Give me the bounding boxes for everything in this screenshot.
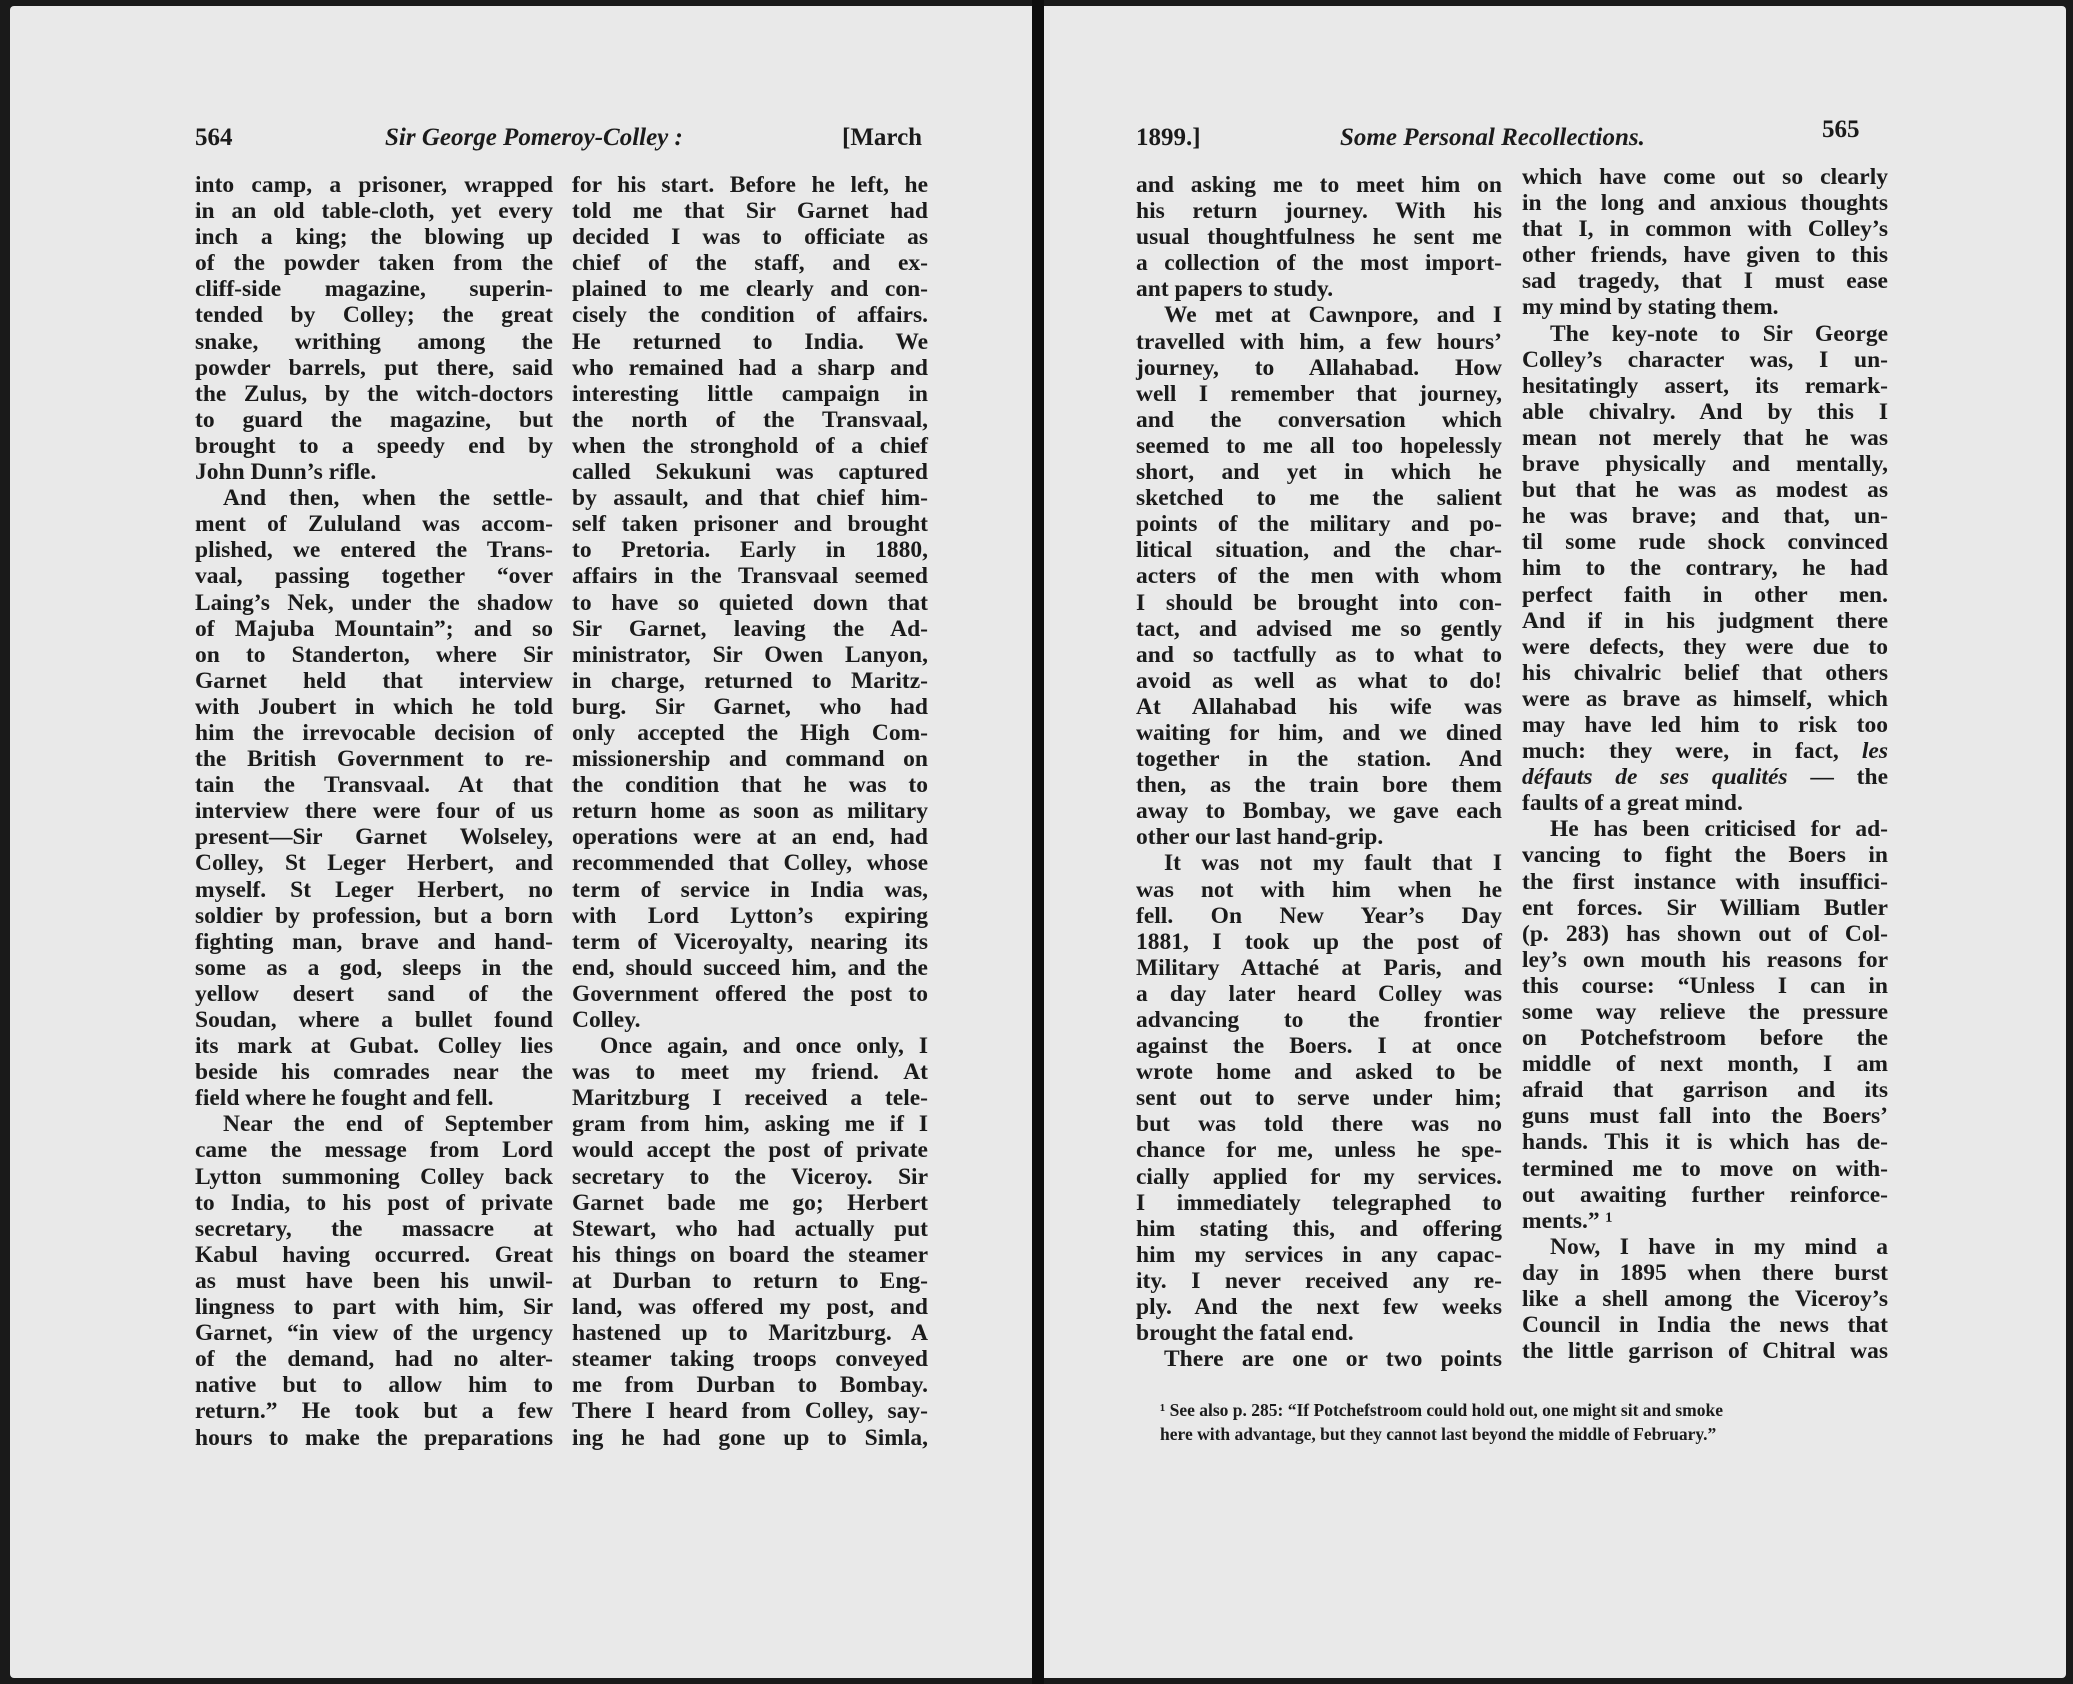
text-line: some as a god, sleeps in the bbox=[195, 954, 553, 981]
text-line: that I, in common with Colley’s bbox=[1522, 216, 1888, 243]
text-line: Maritzburg I received a tele- bbox=[572, 1085, 928, 1112]
text-line: to Pretoria. Early in 1880, bbox=[572, 537, 928, 564]
text-line: tact, and advised me so gently bbox=[1136, 615, 1502, 642]
left-column-2 bbox=[572, 172, 928, 1451]
text-line: chief of the staff, and ex- bbox=[572, 250, 928, 277]
text-line: Garnet, “in view of the urgency bbox=[195, 1320, 553, 1347]
text-line: faults of a great mind. bbox=[1522, 790, 1743, 817]
text-line: the north of the Transvaal, bbox=[572, 406, 928, 433]
text-line: chance for me, unless he spe- bbox=[1136, 1137, 1502, 1164]
text-line: called Sekukuni was captured bbox=[572, 459, 928, 486]
text-line: and asking me to meet him on bbox=[1136, 172, 1502, 198]
text-line: the Zulus, by the witch-doctors bbox=[195, 380, 553, 407]
text-line: much: they were, in fact, les bbox=[1522, 738, 1888, 765]
right-page bbox=[1044, 6, 2066, 1678]
text-line: vancing to fight the Boers in bbox=[1522, 842, 1888, 869]
text-line: him my services in any capac- bbox=[1136, 1241, 1502, 1268]
text-line: well I remember that journey, bbox=[1136, 380, 1502, 407]
text-line: self taken prisoner and brought bbox=[572, 511, 928, 538]
text-line: The key-note to Sir George bbox=[1550, 320, 1888, 347]
text-line: hastened up to Maritzburg. A bbox=[572, 1320, 928, 1347]
text-line: gram from him, asking me if I bbox=[572, 1111, 928, 1138]
text-line: and the conversation which bbox=[1136, 406, 1502, 433]
text-line: of the powder taken from the bbox=[195, 250, 553, 277]
right-running-title: Some Personal Recollections. bbox=[1340, 124, 1645, 151]
left-running-title: Sir George Pomeroy-Colley : bbox=[385, 124, 683, 151]
text-line: was to meet my friend. At bbox=[572, 1059, 928, 1086]
text-line: guns must fall into the Boers’ bbox=[1522, 1103, 1888, 1130]
text-line: his chivalric belief that others bbox=[1522, 659, 1888, 686]
text-line: He has been criticised for ad- bbox=[1550, 816, 1888, 843]
text-line: who remained had a sharp and bbox=[572, 354, 928, 381]
text-line: ent forces. Sir William Butler bbox=[1522, 894, 1888, 921]
left-column-1 bbox=[195, 172, 553, 1451]
text-line: ant papers to study. bbox=[1136, 276, 1334, 303]
text-line: sad tragedy, that I must ease bbox=[1522, 268, 1888, 295]
text-line: a collection of the most import- bbox=[1136, 250, 1502, 277]
text-line: other friends, have given to this bbox=[1522, 242, 1888, 269]
text-line: tain the Transvaal. At that bbox=[195, 772, 553, 799]
text-line: ments.” ¹ bbox=[1522, 1207, 1613, 1234]
text-line: hands. This it is which has de- bbox=[1522, 1129, 1888, 1156]
text-line: afraid that garrison and its bbox=[1522, 1077, 1888, 1104]
text-line: Sir Garnet, leaving the Ad- bbox=[572, 615, 928, 642]
text-line: him stating this, and offering bbox=[1136, 1215, 1502, 1242]
text-line: short, and yet in which he bbox=[1136, 459, 1502, 486]
text-line: some way relieve the pressure bbox=[1522, 999, 1888, 1025]
text-line: by assault, and that chief him- bbox=[572, 485, 928, 512]
text-line: Garnet held that interview bbox=[195, 667, 553, 694]
text-line: brought the fatal end. bbox=[1136, 1320, 1354, 1347]
text-line: Now, I have in my mind a bbox=[1550, 1233, 1888, 1260]
text-line: plished, we entered the Trans- bbox=[195, 537, 553, 564]
text-line: may have led him to risk too bbox=[1522, 711, 1888, 738]
text-line: secretary to the Viceroy. Sir bbox=[572, 1163, 928, 1190]
text-line: field where he fought and fell. bbox=[195, 1085, 494, 1112]
text-line: away to Bombay, we gave each bbox=[1136, 798, 1502, 825]
text-line: travelled with him, a few hours’ bbox=[1136, 328, 1502, 355]
text-line: points of the military and po- bbox=[1136, 511, 1502, 538]
text-line: (p. 283) has shown out of Col- bbox=[1522, 920, 1888, 947]
text-line: his return journey. With his bbox=[1136, 198, 1502, 225]
text-line: out awaiting further reinforce- bbox=[1522, 1181, 1888, 1208]
text-line: And if in his judgment there bbox=[1522, 607, 1888, 634]
text-line: wrote home and asked to be bbox=[1136, 1059, 1502, 1086]
text-line: a day later heard Colley was bbox=[1136, 980, 1502, 1007]
text-line: soldier by profession, but a born bbox=[195, 902, 553, 929]
text-line: Soudan, where a bullet found bbox=[195, 1007, 553, 1033]
text-line: ley’s own mouth his reasons for bbox=[1522, 946, 1888, 973]
text-line: mean not merely that he was bbox=[1522, 424, 1888, 451]
text-line: on to Standerton, where Sir bbox=[195, 641, 553, 668]
text-line: as must have been his unwil- bbox=[195, 1267, 553, 1294]
text-line: which have come out so clearly bbox=[1522, 164, 1888, 190]
text-line: my mind by stating them. bbox=[1522, 294, 1779, 321]
text-line: like a shell among the Viceroy’s bbox=[1522, 1286, 1888, 1313]
text-line: cially applied for my services. bbox=[1136, 1163, 1502, 1190]
text-line: Stewart, who had actually put bbox=[572, 1215, 928, 1242]
text-line: were defects, they were due to bbox=[1522, 633, 1888, 660]
left-running-head bbox=[10, 124, 1032, 164]
text-line: plained to me clearly and con- bbox=[572, 276, 928, 303]
left-page bbox=[10, 6, 1032, 1678]
text-line: I immediately telegraphed to bbox=[1136, 1189, 1502, 1216]
text-line: Lytton summoning Colley back bbox=[195, 1163, 553, 1190]
text-line: on Potchefstroom before the bbox=[1522, 1025, 1888, 1052]
text-line: fell. On New Year’s Day bbox=[1136, 902, 1502, 929]
text-line: Colley. bbox=[572, 1007, 641, 1033]
text-line: acters of the men with whom bbox=[1136, 563, 1502, 590]
text-line: in an old table-cloth, yet every bbox=[195, 198, 553, 225]
text-line: was not with him when he bbox=[1136, 876, 1502, 903]
text-line: sent out to serve under him; bbox=[1136, 1085, 1502, 1112]
text-line: burg. Sir Garnet, who had bbox=[572, 693, 928, 720]
text-line: sketched to me the salient bbox=[1136, 485, 1502, 512]
text-line: with Joubert in which he told bbox=[195, 693, 553, 720]
text-line: Kabul having occurred. Great bbox=[195, 1241, 553, 1268]
text-line: til some rude shock convinced bbox=[1522, 529, 1888, 556]
text-line: ity. I never received any re- bbox=[1136, 1267, 1502, 1294]
text-line: powder barrels, put there, said bbox=[195, 354, 553, 381]
text-line: yellow desert sand of the bbox=[195, 980, 553, 1007]
text-line: ministrator, Sir Owen Lanyon, bbox=[572, 641, 928, 668]
text-line: fighting man, brave and hand- bbox=[195, 928, 553, 955]
text-line: vaal, passing together “over bbox=[195, 563, 553, 590]
text-line: the first instance with insuffici- bbox=[1522, 868, 1888, 895]
text-line: together in the station. And bbox=[1136, 746, 1502, 773]
text-line: At Allahabad his wife was bbox=[1136, 693, 1502, 720]
text-line: recommended that Colley, whose bbox=[572, 850, 928, 877]
text-line: défauts de ses qualités — the bbox=[1522, 764, 1889, 791]
text-line: into camp, a prisoner, wrapped bbox=[195, 172, 553, 198]
text-line: brought to a speedy end by bbox=[195, 432, 553, 459]
footnote bbox=[1160, 1398, 1930, 1446]
text-line: but that he was as modest as bbox=[1522, 477, 1888, 504]
text-line: There are one or two points bbox=[1164, 1346, 1502, 1373]
text-line: term of Viceroyalty, nearing its bbox=[572, 928, 928, 955]
text-line: return.” He took but a few bbox=[195, 1398, 553, 1425]
text-line: It was not my fault that I bbox=[1164, 850, 1502, 877]
text-line: 1881, I took up the post of bbox=[1136, 928, 1502, 955]
text-line: against the Boers. I at once bbox=[1136, 1033, 1502, 1060]
text-line: ply. And the next few weeks bbox=[1136, 1294, 1502, 1321]
text-line: interesting little campaign in bbox=[572, 380, 928, 407]
text-line: Colley’s character was, I un- bbox=[1522, 346, 1888, 373]
text-line: of the demand, had no alter- bbox=[195, 1346, 553, 1373]
text-line: land, was offered my post, and bbox=[572, 1294, 928, 1321]
text-line: me from Durban to Bombay. bbox=[572, 1372, 928, 1399]
text-line: but was told there was no bbox=[1136, 1111, 1502, 1138]
text-line: in the long and anxious thoughts bbox=[1522, 190, 1888, 217]
text-line: litical situation, and the char- bbox=[1136, 537, 1502, 564]
text-line: Government offered the post to bbox=[572, 980, 928, 1007]
text-line: Near the end of September bbox=[223, 1111, 553, 1138]
text-line: Council in India the news that bbox=[1522, 1312, 1888, 1339]
text-line: secretary, the massacre at bbox=[195, 1215, 553, 1242]
text-line: avoid as well as what to do! bbox=[1136, 667, 1502, 694]
text-line: journey, to Allahabad. How bbox=[1136, 354, 1502, 381]
right-running-date: 1899.] bbox=[1136, 124, 1201, 151]
text-line: to guard the magazine, but bbox=[195, 406, 553, 433]
text-line: term of service in India was, bbox=[572, 876, 928, 903]
text-line: other our last hand-grip. bbox=[1136, 824, 1384, 851]
text-line: end, should succeed him, and the bbox=[572, 954, 928, 981]
text-line: hours to make the preparations bbox=[195, 1424, 553, 1451]
text-line: able chivalry. And by this I bbox=[1522, 398, 1888, 425]
text-line: Military Attaché at Paris, and bbox=[1136, 954, 1502, 981]
text-line: lingness to part with him, Sir bbox=[195, 1294, 553, 1321]
text-line: beside his comrades near the bbox=[195, 1059, 553, 1086]
text-line: snake, writhing among the bbox=[195, 328, 553, 355]
text-line: Colley, St Leger Herbert, and bbox=[195, 850, 553, 877]
text-line: He returned to India. We bbox=[572, 328, 928, 355]
text-line: him to the contrary, he had bbox=[1522, 555, 1888, 582]
text-line: the British Government to re- bbox=[195, 746, 553, 773]
text-line: his things on board the steamer bbox=[572, 1241, 928, 1268]
left-running-date: [March bbox=[842, 124, 923, 151]
text-line: its mark at Gubat. Colley lies bbox=[195, 1033, 553, 1060]
text-line: to have so quieted down that bbox=[572, 589, 928, 616]
text-line: then, as the train bore them bbox=[1136, 772, 1502, 799]
text-line: affairs in the Transvaal seemed bbox=[572, 563, 928, 590]
text-line: ing he had gone up to Simla, bbox=[572, 1424, 928, 1451]
text-line: of Majuba Mountain”; and so bbox=[195, 615, 553, 642]
text-line: at Durban to return to Eng- bbox=[572, 1267, 928, 1294]
text-line: would accept the post of private bbox=[572, 1137, 928, 1164]
text-line: seemed to me all too hopelessly bbox=[1136, 432, 1502, 459]
text-line: missionership and command on bbox=[572, 746, 928, 773]
text-line: when the stronghold of a chief bbox=[572, 432, 928, 459]
text-line: cliff-side magazine, superin- bbox=[195, 276, 553, 303]
text-line: I should be brought into con- bbox=[1136, 589, 1502, 616]
text-line: for his start. Before he left, he bbox=[572, 172, 928, 198]
text-line: came the message from Lord bbox=[195, 1137, 553, 1164]
text-line: advancing to the frontier bbox=[1136, 1007, 1502, 1033]
text-line: to India, to his post of private bbox=[195, 1189, 553, 1216]
text-line: brave physically and mentally, bbox=[1522, 451, 1888, 478]
text-line: and so tactfully as to what to bbox=[1136, 641, 1502, 668]
text-line: with Lord Lytton’s expiring bbox=[572, 902, 928, 929]
text-line: tended by Colley; the great bbox=[195, 302, 553, 329]
text-line: steamer taking troops conveyed bbox=[572, 1346, 928, 1373]
text-line: this course: “Unless I can in bbox=[1522, 972, 1888, 999]
text-line: There I heard from Colley, say- bbox=[572, 1398, 928, 1425]
text-line: the little garrison of Chitral was bbox=[1522, 1338, 1888, 1365]
right-column-2 bbox=[1522, 164, 1888, 1364]
text-line: inch a king; the blowing up bbox=[195, 224, 553, 251]
footnote-line: ¹ See also p. 285: “If Potchefstroom could hold out, one might sit and smoke bbox=[1160, 1400, 1723, 1420]
text-line: And then, when the settle- bbox=[223, 485, 553, 512]
book-gutter bbox=[1032, 0, 1044, 1684]
text-line: waiting for him, and we dined bbox=[1136, 719, 1502, 746]
text-line: decided I was to officiate as bbox=[572, 224, 928, 251]
text-line: he was brave; and that, un- bbox=[1522, 503, 1888, 530]
text-line: him the irrevocable decision of bbox=[195, 719, 553, 746]
right-column-1 bbox=[1136, 172, 1502, 1372]
text-line: perfect faith in other men. bbox=[1522, 581, 1888, 608]
text-line: myself. St Leger Herbert, no bbox=[195, 876, 553, 903]
text-line: day in 1895 when there burst bbox=[1522, 1259, 1888, 1286]
text-line: cisely the condition of affairs. bbox=[572, 302, 928, 329]
text-line: hesitatingly assert, its remark- bbox=[1522, 372, 1888, 399]
text-line: Once again, and once only, I bbox=[600, 1033, 928, 1060]
footnote-line: here with advantage, but they cannot last beyond the middle of February.” bbox=[1160, 1424, 1717, 1444]
text-line: We met at Cawnpore, and I bbox=[1164, 302, 1502, 329]
text-line: middle of next month, I am bbox=[1522, 1051, 1888, 1078]
text-line: usual thoughtfulness he sent me bbox=[1136, 224, 1502, 251]
text-line: Garnet bade me go; Herbert bbox=[572, 1189, 928, 1216]
text-line: were as brave as himself, which bbox=[1522, 685, 1888, 712]
text-line: termined me to move on with- bbox=[1522, 1155, 1888, 1182]
right-page-number: 565 bbox=[1822, 116, 1860, 143]
text-line: return home as soon as military bbox=[572, 798, 928, 825]
text-line: the condition that he was to bbox=[572, 772, 928, 799]
text-line: told me that Sir Garnet had bbox=[572, 198, 928, 225]
text-line: present—Sir Garnet Wolseley, bbox=[195, 824, 553, 851]
text-line: Laing’s Nek, under the shadow bbox=[195, 589, 553, 616]
text-line: native but to allow him to bbox=[195, 1372, 553, 1399]
text-line: John Dunn’s rifle. bbox=[195, 459, 377, 486]
text-line: in charge, returned to Maritz- bbox=[572, 667, 928, 694]
text-line: ment of Zululand was accom- bbox=[195, 511, 553, 538]
left-page-number: 564 bbox=[195, 124, 233, 151]
right-running-head bbox=[1044, 116, 2066, 164]
text-line: only accepted the High Com- bbox=[572, 719, 928, 746]
text-line: operations were at an end, had bbox=[572, 824, 928, 851]
text-line: interview there were four of us bbox=[195, 798, 553, 825]
